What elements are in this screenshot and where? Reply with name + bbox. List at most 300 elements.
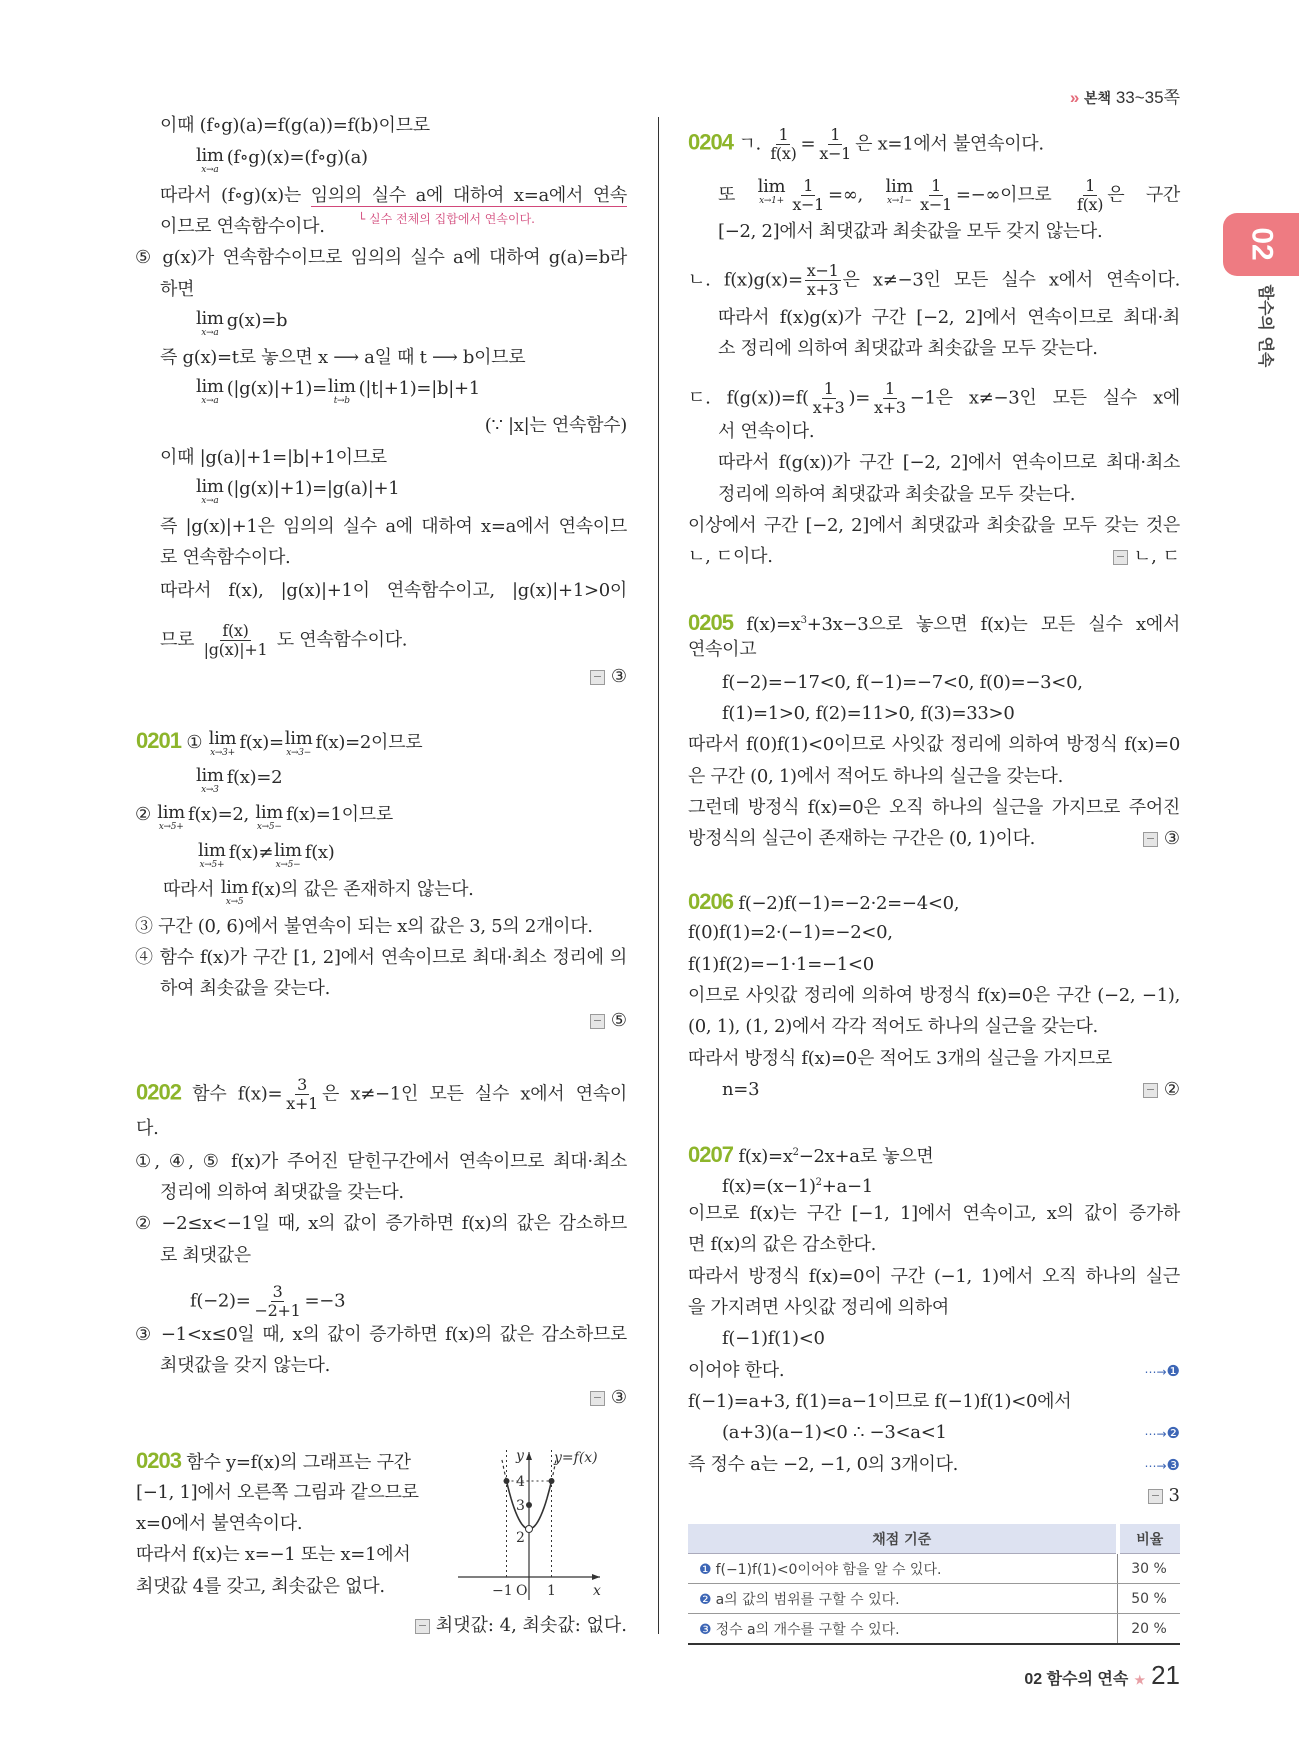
lim-subscript: x→5+ — [199, 860, 225, 870]
text-line — [136, 1481, 419, 1505]
text-line — [485, 414, 627, 438]
answer-icon — [590, 670, 605, 685]
lim-subscript: x→a — [201, 396, 219, 406]
denominator: x+3 — [812, 398, 845, 417]
math-text: g(x)=b — [226, 310, 288, 331]
numerator: 1 — [884, 379, 895, 398]
answer — [1143, 827, 1180, 851]
scoring-criteria-table — [688, 1524, 1180, 1645]
math-text: 도 연속함수이다. — [271, 629, 408, 651]
text-line — [160, 546, 290, 570]
fraction — [790, 177, 826, 214]
text-line — [688, 733, 1180, 757]
math-text: (∵ |x|는 연속함수) — [484, 415, 627, 436]
text-line — [688, 545, 773, 569]
problem-number: 0201 — [136, 728, 181, 753]
math-text: [−2, 2]에서 최댓값과 최솟값을 모두 갖지 않는다. — [718, 221, 1103, 242]
text-line — [718, 337, 1098, 361]
text-line — [688, 1141, 934, 1169]
math-text: 이어야 한다. — [688, 1360, 785, 1381]
y-axis-arrow-icon — [526, 1452, 532, 1460]
math-text: 은 구간 — [1107, 184, 1180, 206]
math-text: (f∘g)(x)=(f∘g)(a) — [226, 147, 368, 168]
text-line — [136, 1117, 159, 1141]
math-text: 다. — [136, 1118, 159, 1139]
lim-word: lim — [757, 176, 786, 197]
text-line — [688, 1359, 784, 1383]
math-text: 따라서 방정식 f(x)=0은 적어도 3개의 실근을 가지므로 — [688, 1048, 1112, 1069]
math-text: 므로 — [160, 629, 200, 651]
math-text: +a−1 — [821, 1176, 873, 1197]
lim-word: lim — [255, 802, 284, 823]
answer-value: ③ — [610, 1387, 627, 1408]
limit — [196, 309, 224, 338]
denominator: x−1 — [792, 195, 825, 214]
text-line — [160, 446, 387, 470]
step-marker-icon — [1144, 1453, 1180, 1478]
graph-0203 — [450, 1440, 650, 1610]
limit — [274, 841, 302, 870]
lim-subscript: x→1− — [886, 196, 912, 206]
text-line — [688, 638, 756, 662]
math-text: 함수 f(x)= — [180, 1083, 283, 1105]
text-line — [722, 671, 1083, 695]
text-line — [688, 262, 1180, 299]
math-text: 정리에 의하여 최댓값과 최솟값을 모두 갖는다. — [718, 484, 1076, 505]
point-1-4 — [549, 1478, 555, 1484]
answer — [1148, 1484, 1180, 1508]
text-line — [688, 984, 1180, 1008]
math-text: 따라서 — [163, 879, 220, 900]
exponent: 2 — [815, 1177, 822, 1188]
lim-subscript: x→a — [201, 328, 219, 338]
fraction — [811, 380, 847, 417]
math-text: −2x+a로 놓으면 — [798, 1146, 934, 1167]
step-number: ❸ — [1166, 1456, 1180, 1474]
lim-subscript: x→5− — [256, 822, 282, 832]
header-ratio: 비율 — [1118, 1524, 1181, 1554]
text-line — [718, 220, 1102, 244]
text-line — [160, 1354, 330, 1378]
lim-word: lim — [196, 376, 224, 397]
underlined-text: 임의의 실수 a에 대하여 x=a에서 연속 — [310, 185, 628, 206]
math-text: f(x)=x — [732, 614, 801, 635]
origin-label: O — [516, 1583, 528, 1599]
problem-number: 0203 — [136, 1448, 181, 1473]
math-text: ③ −1<x≤0일 때, x의 값이 증가하면 f(x)의 값은 감소하므로 — [135, 1324, 627, 1345]
math-text: 하여 최솟값을 갖는다. — [160, 978, 331, 999]
math-text: 방정식의 실근이 존재하는 구간은 (0, 1)이다. — [688, 828, 1036, 849]
math-text: f(−2)f(−1)=−2·2=−4<0, — [732, 893, 960, 914]
text-line — [136, 1543, 410, 1567]
answer-icon — [1143, 832, 1158, 847]
math-text: ② −2≤x<−1일 때, x의 값이 증가하면 f(x)의 값은 감소하므 — [135, 1213, 627, 1234]
curve-dashed-left — [502, 1460, 507, 1481]
numerator: 3 — [272, 1282, 283, 1301]
text-line — [135, 246, 627, 270]
denominator: |g(x)|+1 — [203, 640, 268, 659]
lim-word: lim — [274, 840, 302, 861]
lim-word: lim — [196, 765, 224, 786]
math-text: 은 구간 (0, 1)에서 적어도 하나의 실근을 갖는다. — [688, 766, 1064, 787]
chapter-title-vertical: 함수의 연속 — [1256, 284, 1276, 368]
answer — [590, 1009, 627, 1033]
lim-word: lim — [198, 840, 226, 861]
text-line — [135, 1323, 627, 1347]
math-text: −1은 x≠−3인 모든 실수 x에 — [909, 387, 1181, 409]
problem-number: 0202 — [136, 1079, 181, 1105]
math-text: 이므로 사잇값 정리에 의하여 방정식 f(x)=0은 구간 (−2, −1), — [688, 985, 1180, 1006]
math-text: 따라서 방정식 f(x)=0이 구간 (−1, 1)에서 오직 하나의 실근 — [688, 1266, 1180, 1287]
math-text: 이므로 연속함수이다. — [160, 216, 325, 237]
chapter-tab: 02 — [1223, 213, 1299, 276]
math-text: 면 f(x)의 값은 감소한다. — [688, 1234, 877, 1255]
lim-word: lim — [196, 476, 224, 497]
table-row: ❸ 정수 a의 개수를 구할 수 있다. 20 % — [688, 1614, 1180, 1645]
answer-icon — [1143, 1083, 1158, 1098]
textbook-page-reference: » 본책 33~35쪽 — [1069, 88, 1180, 107]
problem-number: 0204 — [688, 129, 733, 155]
x-tick-1: 1 — [547, 1583, 556, 1599]
text-line — [160, 579, 627, 603]
answer — [1143, 1078, 1180, 1102]
step-marker — [1144, 1453, 1180, 1478]
limit — [196, 477, 224, 506]
math-text: = — [800, 133, 816, 155]
limit — [285, 729, 313, 758]
answer — [590, 665, 627, 689]
lim-subscript: x→1+ — [759, 196, 784, 206]
text-line — [135, 1150, 627, 1174]
answer-icon — [415, 1619, 430, 1634]
denominator: x+3 — [806, 280, 839, 299]
step-arrow: ⋯→ — [1144, 1427, 1167, 1441]
denominator: f(x) — [770, 144, 797, 163]
text-line — [136, 729, 422, 758]
numerator: 1 — [1085, 176, 1096, 195]
step-marker — [1144, 1421, 1180, 1446]
math-text: f(x)=2 — [226, 767, 283, 788]
text-line — [688, 827, 1035, 851]
text-line — [688, 953, 874, 977]
text-line — [136, 1512, 302, 1536]
math-text: 따라서 f(g(x))가 구간 [−2, 2]에서 연속이므로 최대·최소 — [718, 452, 1180, 473]
text-line — [135, 915, 593, 939]
limit — [196, 377, 224, 406]
text-line — [195, 146, 368, 175]
text-line — [718, 177, 1180, 214]
star-icon: ★ — [1134, 1673, 1146, 1687]
math-text: =−∞이므로 — [955, 184, 1073, 206]
lim-word: lim — [196, 145, 224, 166]
math-text: 따라서 f(0)f(1)<0이므로 사잇값 정리에 의하여 방정식 f(x)=0 — [688, 734, 1180, 755]
math-text: 로 연속함수이다. — [160, 547, 291, 568]
numerator: f(x) — [222, 621, 249, 640]
math-text: 은 x≠−1인 모든 실수 x에서 연속이 — [321, 1083, 627, 1105]
text-line — [160, 278, 194, 302]
step-number: ❶ — [1166, 1362, 1180, 1380]
math-text: ㄷ. f(g(x))=f( — [688, 387, 809, 409]
x-tick-minus1: −1 — [492, 1583, 513, 1599]
limit — [328, 377, 356, 406]
text-line — [163, 878, 474, 907]
text-line — [160, 1181, 404, 1205]
open-point-0-2 — [526, 1526, 533, 1533]
text-line — [160, 622, 407, 659]
math-text: ㄴ. f(x)g(x)= — [688, 269, 803, 291]
math-text: f(x) — [304, 842, 335, 863]
math-text: f(x)=2이므로 — [315, 732, 423, 753]
limit — [198, 841, 226, 870]
numerator: 1 — [931, 176, 941, 195]
math-text: 최댓값을 갖지 않는다. — [160, 1355, 331, 1376]
math-text: (0, 1), (1, 2)에서 각각 적어도 하나의 실근을 갖는다. — [688, 1016, 1098, 1037]
step-arrow: ⋯→ — [1144, 1365, 1167, 1379]
text-line — [722, 1421, 947, 1445]
exponent: 3 — [800, 615, 807, 626]
text-line — [718, 306, 1180, 330]
limit — [157, 803, 185, 832]
numerator: x−1 — [806, 261, 839, 280]
answer-value: ③ — [610, 666, 627, 687]
math-text: f(0)f(1)=2·(−1)=−2<0, — [688, 922, 893, 943]
math-text: f(x)=x — [732, 1146, 793, 1167]
math-text: 즉 |g(x)|+1은 임의의 실수 a에 대하여 x=a에서 연속이므 — [160, 516, 627, 537]
lim-subscript: x→3 — [201, 785, 219, 795]
answer-icon — [1148, 1489, 1163, 1504]
lim-word: lim — [196, 308, 224, 329]
lim-word: lim — [157, 802, 185, 823]
denominator: x+1 — [286, 1094, 318, 1113]
lim-subscript: x→3+ — [210, 748, 235, 758]
fraction — [1075, 177, 1105, 214]
answer — [1113, 545, 1180, 569]
text-line — [160, 184, 627, 208]
denominator: x−1 — [819, 144, 852, 163]
limit — [209, 729, 237, 758]
numerator: 3 — [297, 1075, 308, 1094]
text-line — [195, 309, 287, 338]
limit — [255, 803, 283, 832]
answer-icon — [1113, 550, 1128, 565]
math-text: ③ 구간 (0, 6)에서 불연속이 되는 x의 값은 3, 5의 2개이다. — [135, 916, 593, 937]
y-tick-4: 4 — [516, 1474, 525, 1490]
step-arrow: ⋯→ — [1144, 1459, 1167, 1473]
answer-icon — [590, 1391, 605, 1406]
math-text: n=3 — [722, 1079, 760, 1100]
page-number: 21 — [1151, 1660, 1180, 1690]
point-minus1-4 — [504, 1478, 510, 1484]
math-text: f(x)=(x−1) — [722, 1176, 816, 1197]
math-text: 연속이고 — [688, 639, 757, 660]
math-text: f(x)=2, — [187, 804, 255, 825]
math-text: f(−2)=−17<0, f(−1)=−7<0, f(0)=−3<0, — [722, 672, 1083, 693]
math-text: ①, ④, ⑤ f(x)가 주어진 닫힌구간에서 연속이므로 최대·최소 — [135, 1151, 627, 1172]
math-text: 최댓값 4를 갖고, 최솟값은 없다. — [136, 1576, 385, 1597]
text-line — [722, 1327, 825, 1351]
limit — [196, 146, 224, 175]
text-line — [688, 380, 1180, 417]
math-text: 함수 y=f(x)의 그래프는 구간 — [180, 1452, 411, 1473]
math-text: 즉 g(x)=t로 놓으면 x ⟶ a일 때 t ⟶ b이므로 — [160, 347, 526, 368]
text-line — [195, 377, 480, 406]
text-line — [688, 1265, 1180, 1289]
lim-subscript: x→a — [201, 165, 219, 175]
math-text: f(1)f(2)=−1·1=−1<0 — [688, 954, 874, 975]
margin-annotation: └ 실수 전체의 집합에서 연속이다. — [358, 212, 535, 226]
step-marker — [1144, 1359, 1180, 1384]
text-line — [688, 1453, 958, 1477]
text-line — [722, 1078, 759, 1102]
numerator: 1 — [803, 176, 814, 195]
math-text: =−3 — [304, 1290, 346, 1312]
math-text: 은 x=1에서 불연속이다. — [855, 133, 1044, 155]
step-marker-icon: ❶ — [699, 1561, 712, 1578]
math-text: 따라서 f(x), |g(x)|+1이 연속함수이고, |g(x)|+1>0이 — [160, 580, 627, 601]
table-row: ❷ a의 값의 범위를 구할 수 있다. 50 % — [688, 1584, 1180, 1614]
answer-icon — [590, 1014, 605, 1029]
text-line — [688, 796, 1180, 820]
math-text: f(x)의 값은 존재하지 않는다. — [251, 879, 474, 900]
limit — [221, 878, 249, 907]
math-text: ② — [135, 804, 157, 825]
text-line — [160, 215, 325, 239]
curve-label: y=f(x) — [554, 1450, 598, 1466]
math-text: 이때 |g(a)|+1=|b|+1이므로 — [160, 447, 387, 468]
lim-word: lim — [885, 176, 914, 197]
text-line — [136, 1575, 385, 1599]
step-marker-icon: ❸ — [699, 1621, 712, 1638]
math-text: f(−1)f(1)<0 — [722, 1328, 825, 1349]
math-text: ㄱ. — [732, 133, 767, 155]
step-marker-icon — [1144, 1359, 1180, 1384]
math-text: f(−1)=a+3, f(1)=a−1이므로 f(−1)f(1)<0에서 — [688, 1391, 1072, 1412]
lim-subscript: x→3− — [286, 748, 311, 758]
answer-value: ㄴ, ㄷ — [1133, 546, 1180, 567]
denominator: x−1 — [920, 195, 952, 214]
text-line — [190, 1283, 345, 1320]
numerator: 1 — [830, 125, 841, 144]
y-tick-2: 2 — [516, 1530, 525, 1546]
denominator: x+3 — [874, 398, 906, 417]
math-text: 이므로 f(x)는 구간 [−1, 1]에서 연속이고, x의 값이 증가하 — [688, 1203, 1180, 1224]
math-text: x=0에서 불연속이다. — [136, 1513, 303, 1534]
x-axis-label: x — [593, 1583, 601, 1599]
fraction — [253, 1283, 303, 1320]
lim-word: lim — [327, 376, 356, 397]
answer-value: 3 — [1168, 1485, 1180, 1506]
text-line — [136, 1449, 411, 1475]
limit — [196, 766, 224, 795]
point-0-3 — [526, 1502, 532, 1508]
math-text: [−1, 1]에서 오른쪽 그림과 같으므로 — [136, 1482, 419, 1503]
math-text: ㄴ, ㄷ이다. — [688, 546, 773, 567]
lim-subscript: x→a — [201, 496, 219, 506]
math-text: 서 연속이다. — [718, 421, 815, 442]
limit — [885, 177, 913, 206]
text-line — [688, 1390, 1071, 1414]
math-text: 따라서 f(x)는 x=−1 또는 x=1에서 — [136, 1544, 411, 1565]
text-line — [718, 451, 1180, 475]
problem-number: 0205 — [688, 610, 733, 635]
math-text: 은 x≠−3인 모든 실수 x에서 연속이다. — [842, 269, 1180, 291]
answer — [415, 1614, 627, 1638]
math-text: 정리에 의하여 최댓값을 갖는다. — [160, 1182, 404, 1203]
chevron-right-icon: » — [1069, 88, 1080, 107]
text-line — [688, 1296, 949, 1320]
text-line — [160, 977, 330, 1001]
math-text: 즉 정수 a는 −2, −1, 0의 3개이다. — [688, 1454, 959, 1475]
math-text: f(−2)= — [190, 1290, 251, 1312]
fraction — [805, 262, 841, 299]
numerator: 1 — [823, 379, 834, 398]
math-text: 로 최댓값은 — [160, 1245, 251, 1266]
math-text: 그런데 방정식 f(x)=0은 오직 하나의 실근을 가지므로 주어진 — [688, 797, 1180, 818]
lim-word: lim — [220, 877, 249, 898]
problem-number: 0207 — [688, 1142, 733, 1167]
answer — [590, 1386, 627, 1410]
fraction — [202, 622, 270, 659]
text-line — [718, 483, 1075, 507]
answer-value: ⑤ — [610, 1010, 627, 1031]
text-line — [688, 609, 1180, 637]
y-tick-3: 3 — [516, 1498, 525, 1514]
math-text: +3x−3으로 놓으면 f(x)는 모든 실수 x에서 — [806, 614, 1180, 635]
math-text: 또 — [718, 184, 757, 206]
text-line — [688, 126, 1044, 163]
math-text: 을 가지려면 사잇값 정리에 의하여 — [688, 1297, 949, 1318]
page-footer: 02 함수의 연속 ★ 21 — [1024, 1660, 1180, 1690]
math-text: ① — [180, 732, 208, 753]
math-text: ⑤ g(x)가 연속함수이므로 임의의 실수 a에 대하여 g(a)=b라 — [135, 247, 627, 268]
text-line — [136, 1076, 627, 1113]
math-text: (|g(x)|+1)= — [226, 378, 327, 399]
answer-value: ③ — [1163, 828, 1180, 849]
problem-number: 0206 — [688, 889, 733, 914]
denominator: f(x) — [1076, 195, 1104, 214]
text-line — [688, 1202, 1180, 1226]
math-text: (|t|+1)=|b|+1 — [358, 378, 480, 399]
math-text: (a+3)(a−1)<0 ∴ −3<a<1 — [722, 1422, 947, 1443]
column-divider — [658, 117, 659, 1634]
text-line — [688, 514, 1180, 538]
text-line — [688, 1015, 1098, 1039]
text-line — [160, 515, 627, 539]
lim-subscript: x→5+ — [158, 822, 184, 832]
step-marker-icon — [1144, 1421, 1180, 1446]
fraction — [768, 126, 798, 163]
x-axis-arrow-icon — [592, 1574, 600, 1580]
text-line — [135, 946, 627, 970]
math-text: f(1)=1>0, f(2)=11>0, f(3)=33>0 — [722, 703, 1015, 724]
math-text: 이때 (f∘g)(a)=f(g(a))=f(b)이므로 — [160, 115, 430, 136]
math-text: f(x)≠ — [228, 842, 274, 863]
text-line — [688, 921, 893, 945]
answer-value: 최댓값: 4, 최솟값: 없다. — [435, 1615, 627, 1636]
text-line — [718, 420, 814, 444]
math-text: 따라서 (f∘g)(x)는 — [160, 185, 311, 206]
text-line — [722, 1171, 873, 1199]
text-line — [135, 1212, 627, 1236]
step-number: ❷ — [1166, 1424, 1180, 1442]
math-text: (|g(x)|+1)=|g(a)|+1 — [226, 478, 400, 499]
math-text: 소 정리에 의하여 최댓값과 최솟값을 모두 갖는다. — [718, 338, 1098, 359]
text-line — [160, 346, 525, 370]
math-text: 이상에서 구간 [−2, 2]에서 최댓값과 최솟값을 모두 갖는 것은 — [688, 515, 1180, 536]
math-text: =∞, — [828, 184, 885, 206]
header-criterion: 채점 기준 — [688, 1524, 1118, 1554]
lim-word: lim — [284, 728, 313, 749]
